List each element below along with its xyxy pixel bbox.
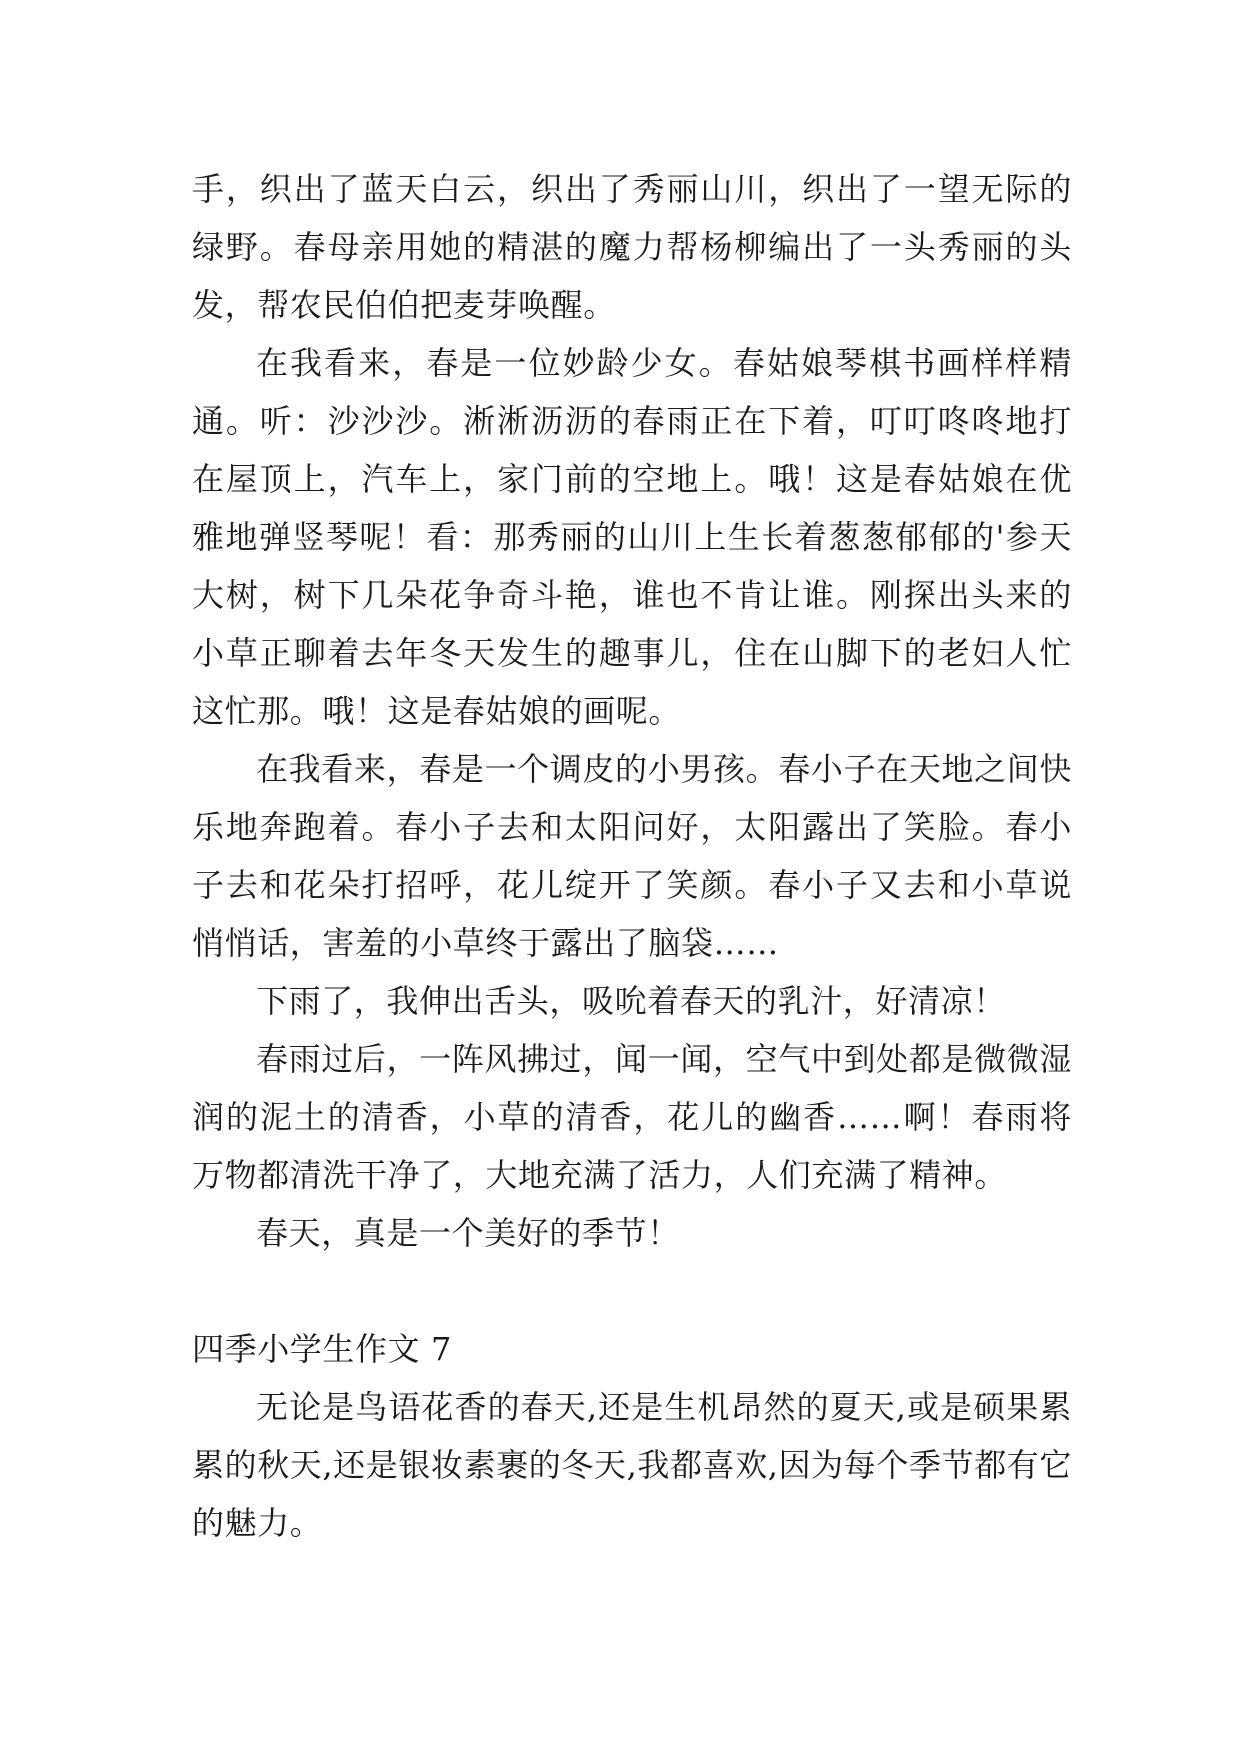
paragraph: 无论是鸟语花香的春天,还是生机昂然的夏天,或是硕果累累的秋天,还是银妆素裹的冬天,我都喜欢,因为每个季节都有它的魅力。 bbox=[192, 1388, 1072, 1542]
section-title: 四季小学生作文 7 bbox=[192, 1330, 452, 1368]
paragraph-continued: 手，织出了蓝天白云，织出了秀丽山川，织出了一望无际的绿野。春母亲用她的精湛的魔力帮杨柳编出了一头秀丽的头发，帮农民伯伯把麦芽唤醒。 bbox=[192, 170, 1072, 324]
paragraph: 春雨过后，一阵风拂过，闻一闻，空气中到处都是微微湿润的泥土的清香，小草的清香，花儿的幽香……啊！春雨将万物都清洗干净了，大地充满了活力，人们充满了精神。 bbox=[192, 1040, 1072, 1194]
paragraph: 在我看来，春是一个调皮的小男孩。春小子在天地之间快乐地奔跑着。春小子去和太阳问好，太阳露出了笑脸。春小子去和花朵打招呼，花儿绽开了笑颜。春小子又去和小草说悄悄话，害羞的小草终于露出了脑袋…… bbox=[192, 750, 1072, 962]
paragraph: 下雨了，我伸出舌头，吸吮着春天的乳汁，好清凉！ bbox=[256, 982, 1006, 1020]
paragraph: 在我看来，春是一位妙龄少女。春姑娘琴棋书画样样精通。听：沙沙沙。淅淅沥沥的春雨正在下着，叮叮咚咚地打在屋顶上，汽车上，家门前的空地上。哦！这是春姑娘在优雅地弹竖琴呢！看：那秀丽的山川上生长着葱葱郁郁的'参天大树，树下几朵花争奇斗艳，谁也不肯让谁。刚探出头来的小草正聊着去年冬天发生的趣事儿，住在山脚下的老妇人忙这忙那。哦！这是春姑娘的画呢。 bbox=[192, 344, 1072, 730]
paragraph: 春天，真是一个美好的季节！ bbox=[256, 1214, 680, 1252]
document-body bbox=[192, 160, 1072, 1552]
